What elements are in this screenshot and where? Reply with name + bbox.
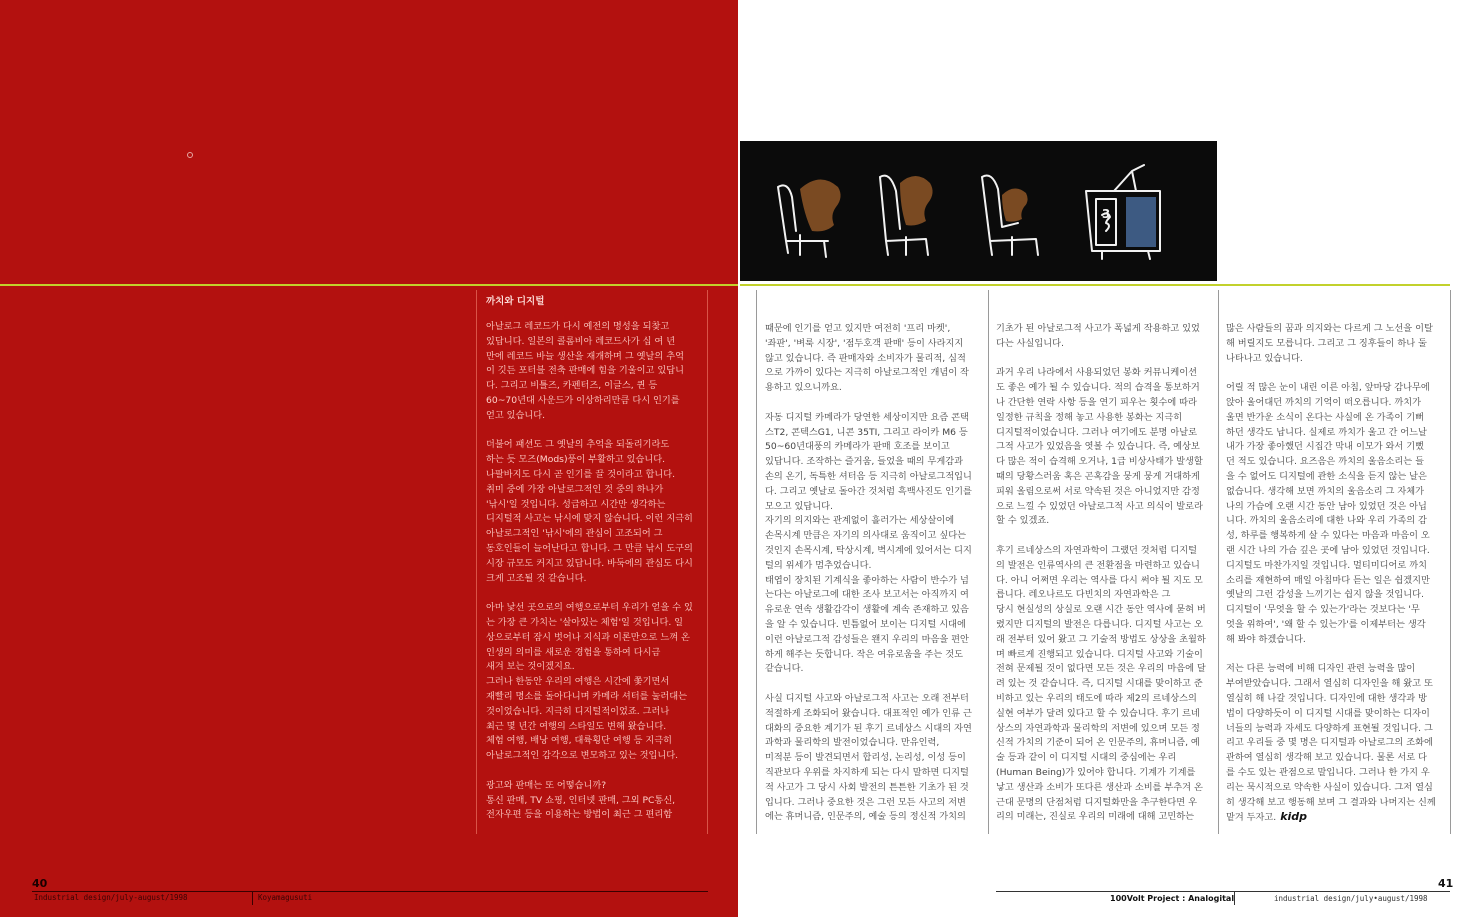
footer-publication-right: industrial design/july•august/1998	[1274, 894, 1428, 903]
article-column-4-text: 많은 사람들의 꿈과 의지와는 다르게 그 노선을 이탈 해 버릴지도 모릅니다. 그리고 그 징후들이 하나 둘 나타나고 있습니다. 어릴 적 많은 눈이 내린 이른 아침, 앞마당 감나무에 앉아 울어대던 까치의 기억이 떠오릅니다. 까치가 울면 반가운 소식이 온다는 사실에 온 가족이 기뻐 하던 생각도 납니다. 실제로 까치가 울고 간 어느날 내가 가장 좋아했던 시집간 막내 이모가 와서 기뻤 던 적도 있습니다. 요즈음은 까치의 울음소리는 들 을 수 없어도 디지털에 관한 소식을 듣지 않는 날은 없습니다. 생각해 보면 까치의 울음소리 그 자체가 나의 가슴에 오랜 시간 동안 남아 있었던 것은 아닙 니다. 까치의 울음소리에 대한 나와 우리 가족의 감 성, 하루를 행복하게 살 수 있다는 마음과 마음이 오 랜 시간 나의 가슴 깊은 곳에 남아 있었던 것입니다. 디지털도 마찬가지일 것입니다. 멀티미디어로 까치 소리를 재현하여 매일 아침마다 듣는 일은 쉽겠지만 옛날의 그런 감성을 느끼기는 쉽지 않을 것입니다. 디지털이 '무엇을 할 수 있는가'라는 것보다는 '무 엇을 위하여', '왜 할 수 있는가'를 이제부터는 생각 해 봐야 하겠습니다. 저는 다른 능력에 비해 디자인 관련 능력을 많이 부여받았습니다. 그래서 열심히 디자인을 해 왔고 또 열심히 해 나갈 것입니다. 디자인에 대한 생각과 방 법이 다양하듯이 이 디지털 시대를 맞이하는 디자이 너들의 능력과 자세도 다양하게 표현될 것입니다. 그 리고 우리들 중 몇 명은 디지털과 아날로그의 조화에 관하여 열심히 생각해 보고 있습니다. 물론 서로 다 를 수도 있는 관점으로 말입니다. 그러나 한 가지 우 리는 묵시적으로 약속한 사실이 있습니다. 그저 열심 히 생각해 보고 행동해 보며 그 결과와 나머지는 신께 맡겨 두자고.	[1226, 323, 1436, 824]
section-title: 까치와 디지털	[486, 296, 545, 307]
kidp-logo: kidp	[1280, 810, 1308, 824]
article-column-2: 때문에 인기를 얻고 있지만 여전히 '프리 마켓', '좌판', '벼룩 시장', '점두호객 판매' 등이 사라지지 않고 있습니다. 즉 판매자와 소비자가 물리적, 심적 으로 가까이 있다는 지극히 아날로그적인 개념이 작 용하고 있으니까요. 자동 디지털 카메라가 당연한 세상이지만 요즘 콘택 스T2, 콘텍스G1, 니콘 35TI, 그리고 라이카 M6 등 50~60년대풍의 카메라가 판매 호조를 보이고 있답니다. 조작하는 즐거움, 들었을 때의 무게감과 손의 온기, 독특한 셔터음 등 지극히 아날로그적입니 다. 그리고 옛날로 돌아간 것처럼 흑백사진도 인기를 모으고 있답니다. 자기의 의지와는 관계없이 흘러가는 세상살이에 손목시계 만큼은 자기의 의사대로 움직이고 싶다는 것인지 손목시계, 탁상시계, 벽시계에 있어서는 디지 털의 위세가 멈추었습니다. 태엽이 장치된 기계식을 좋아하는 사람이 반수가 넘 는다는 아날로그에 대한 조사 보고서는 아직까지 여 유로운 연속 생활감각이 생활에 계속 존재하고 있음 을 알 수 있습니다. 빈틈없어 보이는 디지털 시대에 이런 아날로그적 감성들은 왠지 우리의 마음을 편안 하게 해주는 듯합니다. 작은 여유로움을 주는 것도 같습니다. 사실 디지털 사고와 아날로그적 사고는 오래 전부터 적절하게 조화되어 왔습니다. 대표적인 예가 인류 근 대화의 중요한 계기가 된 후기 르네상스 시대의 자연 과학과 물리학의 발전이었습니다. 만유인력, 미적분 등이 발견되면서 합리성, 논리성, 이성 등이 직관보다 우위를 차지하게 되는 다시 말하면 디지털 적 사고가 그 당시 사회 발전의 튼튼한 기초가 된 것 입니다. 그러나 중요한 것은 그런 모든 사고의 저변 에는 휴머니즘, 인문주의, 예술 등의 정신적 가치의	[765, 323, 972, 823]
article-column-3: 기초가 된 아날로그적 사고가 폭넓게 작용하고 있었 다는 사실입니다. 과거 우리 나라에서 사용되었던 봉화 커뮤니케이션 도 좋은 예가 될 수 있습니다. 적의 습격을 통보하거 나 간단한 연락 사항 등을 연기 피우는 횟수에 따라 일정한 규칙을 정해 놓고 사용한 봉화는 지극히 디지털적이었습니다. 그러나 여기에도 분명 아날로 그적 사고가 있었음을 엿볼 수 있습니다. 즉, 예상보 다 많은 적이 습격해 오거나, 1급 비상사태가 발생할 때의 당황스러움 혹은 곤혹감을 뭉게 뭉게 거대하게 피워 올림으로써 서로 약속된 것은 아니었지만 감정 으로 느낄 수 있었던 아날로그적 사고 의식이 발로라 할 수 있겠죠. 후기 르네상스의 자연과학이 그랬던 것처럼 디지털 의 발전은 인류역사의 큰 전환점을 마련하고 있습니 다. 아니 어쩌면 우리는 역사를 다시 써야 될 지도 모 릅니다. 레오나르도 다빈치의 자연과학은 그 당시 현실성의 상실로 오랜 시간 동안 역사에 묻혀 버 렸지만 디지털의 발전은 다릅니다. 디지털 사고는 오 래 전부터 있어 왔고 그 기술적 방법도 상상을 초월하 며 빠르게 진행되고 있습니다. 디지털 사고와 기술이 전혀 문제될 것이 없다면 모든 것은 우리의 마음에 달 려 있는 것 같습니다. 즉, 디지털 시대를 맞이하고 준 비하고 있는 우리의 태도에 따라 제2의 르네상스의 실현 여부가 달려 있다고 할 수 있습니다. 후기 르네 상스의 자연과학과 물리학의 저변에 있으며 모든 정 신적 가치의 기준이 되어 온 인문주의, 휴머니즘, 예 술 등과 같이 이 디지털 시대의 중심에는 우리 (Human Being)가 있어야 합니다. 기계가 기계를 낳고 생산과 소비가 또다른 생산과 소비를 부추겨 온 근대 문명의 단점처럼 디지털화만을 추구한다면 우 리의 미래는, 진실로 우리의 미래에 대해 고민하는	[996, 323, 1206, 823]
footer-project-title: 100Volt Project : Analogital	[1110, 894, 1235, 903]
left-horizontal-rule	[0, 284, 738, 286]
right-horizontal-rule	[740, 284, 1450, 286]
column-divider-5	[1450, 290, 1451, 834]
footer-divider-right	[1234, 891, 1235, 905]
column-divider-left	[476, 290, 477, 834]
article-column-4	[1226, 322, 1442, 826]
footer-divider-left	[252, 891, 253, 905]
decorative-dot	[187, 152, 193, 158]
footer-rule-left	[32, 891, 708, 892]
chairs-and-tv-illustration	[740, 141, 1217, 281]
column-divider-4	[1218, 290, 1219, 834]
page-number-right: 41	[1438, 877, 1454, 890]
article-column-1: 아날로그 레코드가 다시 예전의 명성을 되찾고 있답니다. 일본의 콜롬비아 레코드사가 십 여 년 만에 레코드 바늘 생산을 재개하며 그 옛날의 추억 이 깃든 포터블 전축 판매에 힘을 기울이고 있답니 다. 그리고 비틀즈, 카펜터즈, 이글스, 퀸 등 60~70년대 사운드가 이상하리만큼 다시 인기를 얻고 있습니다. 더불어 패션도 그 옛날의 추억을 되돌리기라도 하는 듯 모즈(Mods)풍이 부활하고 있습니다. 나팔바지도 다시 곧 인기를 끌 것이라고 합니다. 취미 중에 가장 아날로그적인 것 중의 하나가 '낚시'일 것입니다. 성급하고 시간만 생각하는 디지털적 사고는 낚시에 맞지 않습니다. 이런 지극히 아날로그적인 '낚시'에의 관심이 고조되어 그 동호인들이 늘어난다고 합니다. 그 만큼 낚시 도구의 시장 규모도 커지고 있답니다. 바둑에의 관심도 다시 크게 고조될 것 같습니다. 아마 낯선 곳으로의 여행으로부터 우리가 얻을 수 있 는 가장 큰 가치는 '살아있는 체험'일 것입니다. 일 상으로부터 잠시 벗어나 지식과 이론만으로 느껴 온 인생의 의미를 새로운 경험을 통하여 다시금 새겨 보는 것이겠지요. 그러나 한동안 우리의 여행은 시간에 쫓기면서 재빨리 명소를 돌아다니며 카메라 셔터를 눌러대는 것이었습니다. 지극히 디지털적이었죠. 그러나 최근 몇 년간 여행의 스타일도 변해 왔습니다. 체험 여행, 배낭 여행, 대륙횡단 여행 등 지극히 아날로그적인 감각으로 변모하고 있는 것입니다. 광고와 판매는 또 어떻습니까? 통신 판매, TV 쇼핑, 인터넷 판매, 그외 PC통신, 전자우편 등을 이용하는 방법이 최근 그 편리함	[486, 321, 693, 821]
illustration-number-label: 3	[1101, 207, 1111, 221]
footer-publication-left: Industrial design/july-august/1998	[34, 893, 188, 902]
footer-author-left: Koyamagusuti	[258, 893, 313, 902]
column-divider-3	[988, 290, 989, 834]
illustration-panel	[740, 141, 1217, 281]
page-number-left: 40	[32, 877, 48, 890]
footer-rule-right	[996, 891, 1450, 892]
column-divider-2	[756, 290, 757, 834]
column-divider-right	[707, 290, 708, 834]
